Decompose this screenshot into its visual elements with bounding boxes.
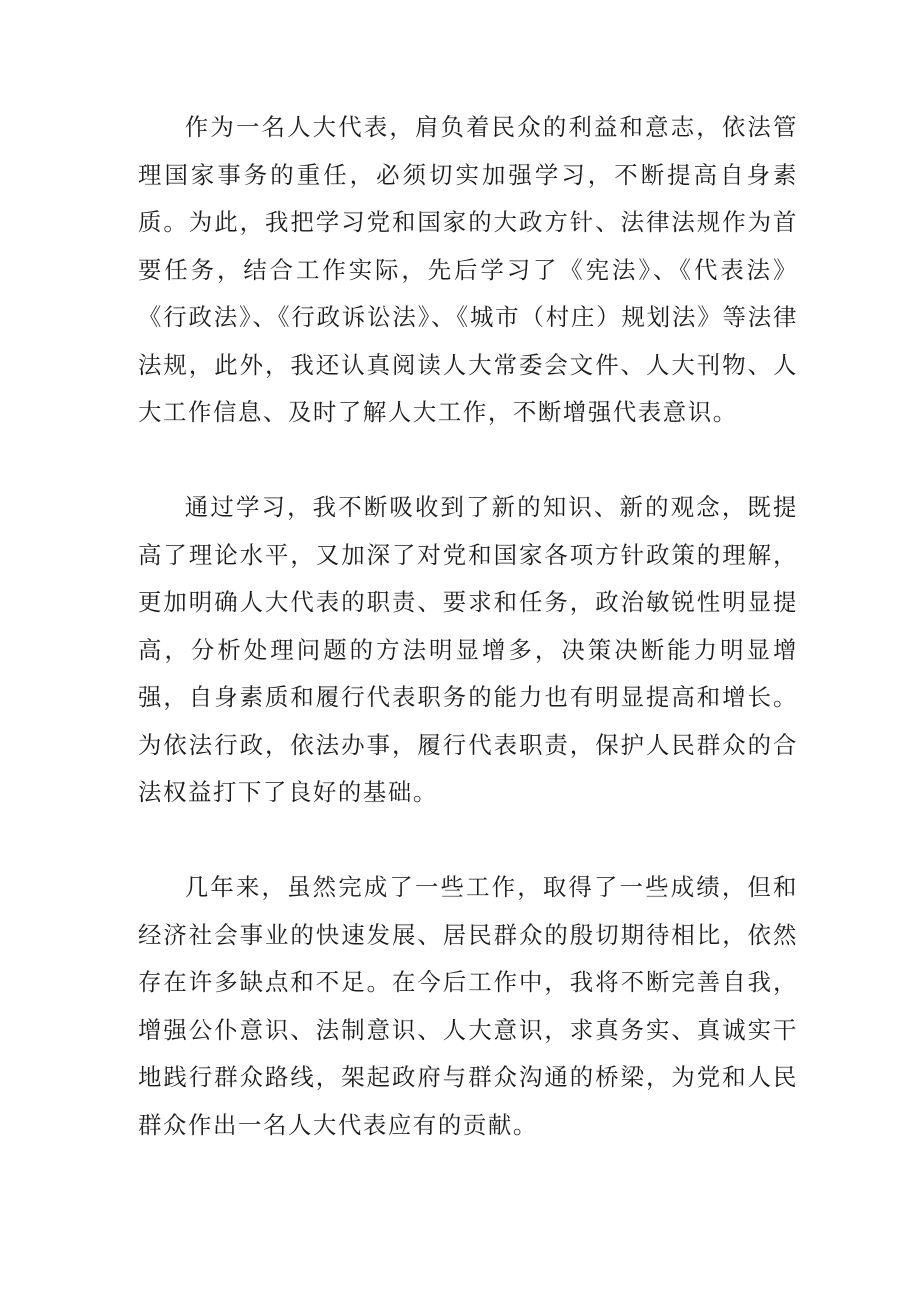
paragraph-study: 作为一名人大代表，肩负着民众的利益和意志，依法管理国家事务的重任，必须切实加强学习，不断提高自身素质。为此，我把学习党和国家的大政方针、法律法规作为首要任务，结合工作实际，先后学习了《宪法》、《代表法》《行政法》、《行政诉讼法》、《城市（村庄）规划法》等法律法规，此外，我还认真阅读人大常委会文件、人大刊物、人大工作信息、及时了解人大工作，不断增强代表意识。 [138,113,798,426]
paragraph-outlook: 几年来，虽然完成了一些工作，取得了一些成绩，但和经济社会事业的快速发展、居民群众的殷切期待相比，依然存在许多缺点和不足。在今后工作中，我将不断完善自我，增强公仆意识、法制意识、人大意识，求真务实、真诚实干地践行群众路线，架起政府与群众沟通的桥梁，为党和人民群众作出一名人大代表应有的贡献。 [138,873,798,1139]
document-body [138,104,798,1149]
paragraph-results: 通过学习，我不断吸收到了新的知识、新的观念，既提高了理论水平，又加深了对党和国家各项方针政策的理解，更加明确人大代表的职责、要求和任务，政治敏锐性明显提高，分析处理问题的方法明显增多，决策决断能力明显增强，自身素质和履行代表职务的能力也有明显提高和增长。为依法行政，依法办事，履行代表职责，保护人民群众的合法权益打下了良好的基础。 [138,493,798,806]
